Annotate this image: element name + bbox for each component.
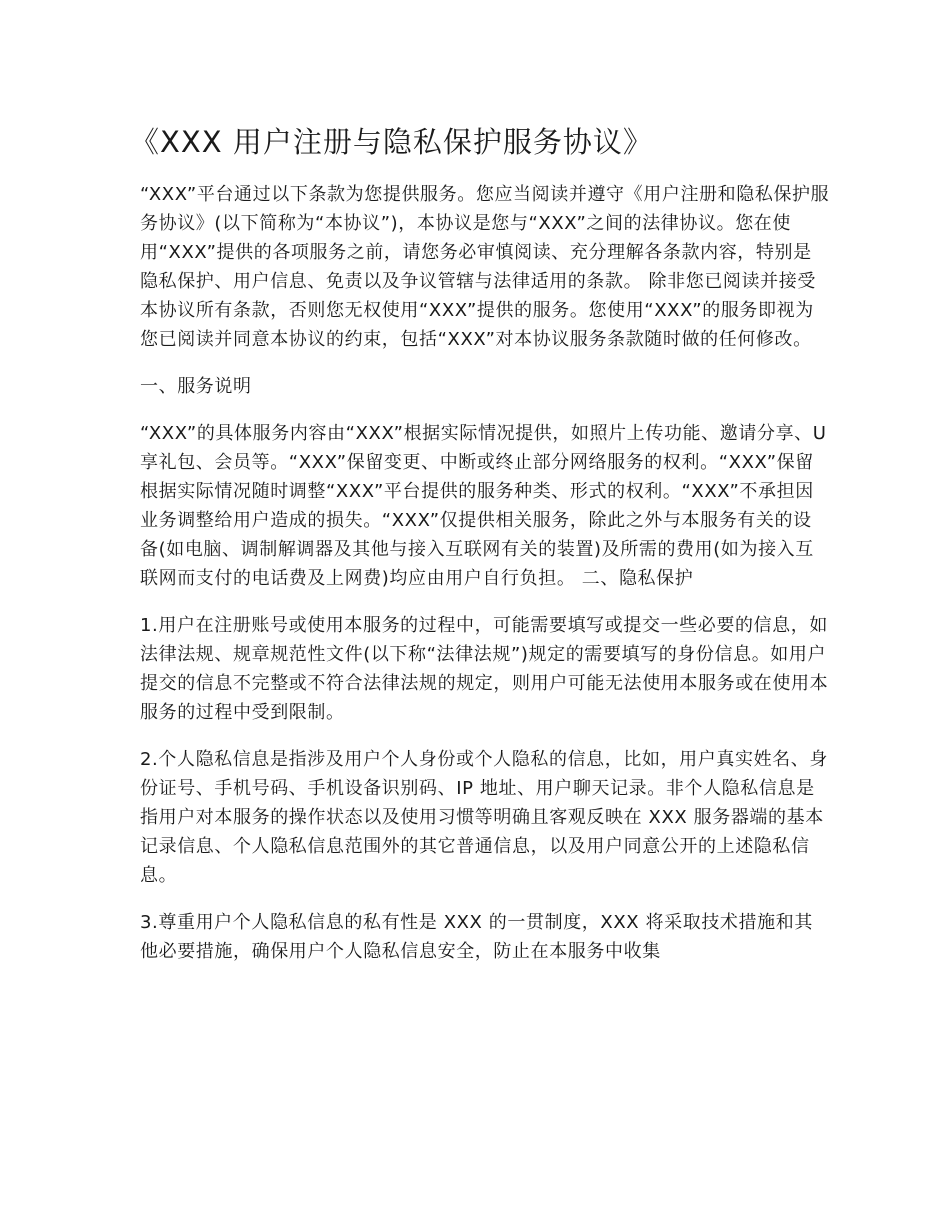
section-heading-service: 一、服务说明 [140, 376, 252, 397]
privacy-clause-1: 1.用户在注册账号或使用本服务的过程中，可能需要填写或提交一些必要的信息，如法律法规、规章规范性文件(以下称“法律法规”)规定的需要填写的身份信息。如用户提交的信息不完整或不符合法律法规的规定，则用户可能无法使用本服务或在使用本服务的过程中受到限制。 [140, 615, 829, 723]
document-title: 《XXX 用户注册与隐私保护服务协议》 [130, 125, 653, 159]
privacy-clause-2: 2.个人隐私信息是指涉及用户个人身份或个人隐私的信息，比如，用户真实姓名、身份证号、手机号码、手机设备识别码、IP 地址、用户聊天记录。非个人隐私信息是指用户对本服务的操作状态以及使用习惯等明确且客观反映在 XXX 服务器端的基本记录信息、个人隐私信息范围外的其它普通信息，以及用户同意公开的上述隐私信息。 [140, 749, 828, 886]
service-description-paragraph: “XXX”的具体服务内容由“XXX”根据实际情况提供，如照片上传功能、邀请分享、U 享礼包、会员等。“XXX”保留变更、中断或终止部分网络服务的权利。“XXX”保留根据实际情况随时调整“XXX”平台提供的服务种类、形式的权利。“XXX”不承担因业务调整给用户造成的损失。“XXX”仅提供相关服务，除此之外与本服务有关的设备(如电脑、调制解调器及其他与接入互联网有关的装置)及所需的费用(如为接入互联网而支付的电话费及上网费)均应由用户自行负担。 二、隐私保护 [140, 423, 833, 589]
document-page [130, 118, 833, 984]
privacy-clause-3: 3.尊重用户个人隐私信息的私有性是 XXX 的一贯制度，XXX 将采取技术措施和其他必要措施，确保用户个人隐私信息安全，防止在本服务中收集 [140, 912, 813, 962]
intro-paragraph: “XXX”平台通过以下条款为您提供服务。您应当阅读并遵守《用户注册和隐私保护服务协议》(以下简称为“本协议”)，本协议是您与“XXX”之间的法律协议。您在使用“XXX”提供的各项服务之前，请您务必审慎阅读、充分理解各条款内容，特别是隐私保护、用户信息、免责以及争议管辖与法律适用的条款。 除非您已阅读并接受本协议所有条款，否则您无权使用“XXX”提供的服务。您使用“XXX”的服务即视为您已阅读并同意本协议的约束，包括“XXX”对本协议服务条款随时做的任何修改。 [140, 184, 830, 350]
